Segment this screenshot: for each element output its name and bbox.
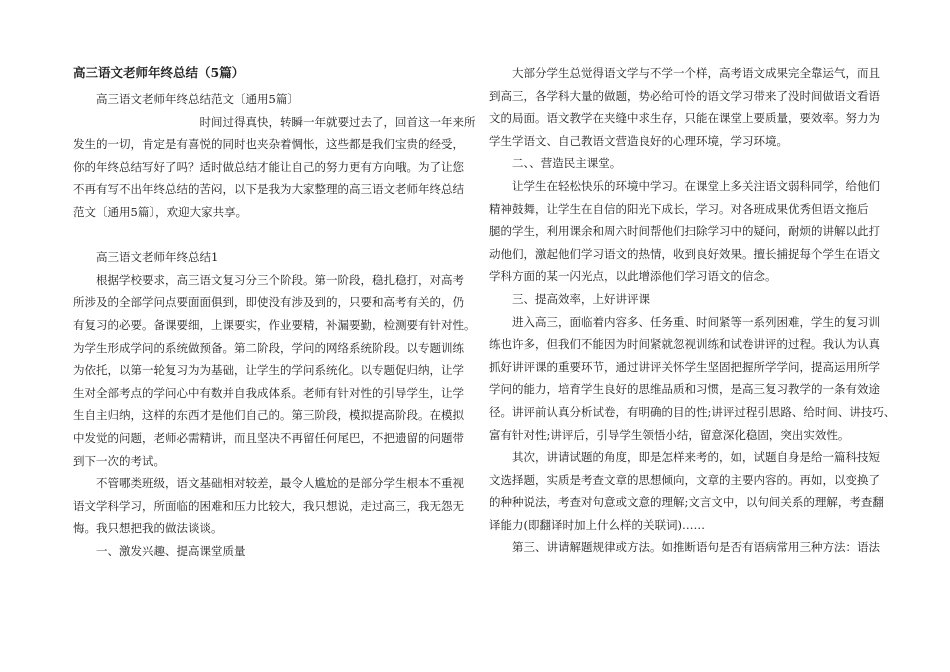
text-line: 时间过得真快，转瞬一年就要过去了，回首这一年来所 bbox=[73, 114, 476, 129]
text-line: 文选择题，实质是考查文章的思想倾向，文章的主要内容的。再如，以变换了 bbox=[489, 472, 880, 487]
document-title: 高三语文老师年终总结（5篇） bbox=[73, 65, 245, 80]
text-line: 所涉及的全部学问点要面面俱到，即使没有涉及到的，只要和高考有关的，仍 bbox=[73, 295, 464, 310]
left-column-body bbox=[73, 88, 476, 562]
text-line: 腿的学生，利用课余和周六时间帮他们扫除学习中的疑问，耐烦的讲解以此打 bbox=[489, 224, 880, 239]
text-line: 译能力(即翻译时加上什么样的关联词)…… bbox=[489, 517, 705, 532]
text-line: 发生的一切，肯定是有喜悦的同时也夹杂着惆怅，这些都是我们宝贵的经受， bbox=[73, 137, 464, 152]
text-line: 三、提高效率，上好讲评课 bbox=[489, 291, 650, 306]
text-line: 高三语文老师年终总结1 bbox=[73, 250, 219, 265]
blank-line bbox=[73, 224, 461, 247]
right-column bbox=[489, 62, 896, 559]
text-line: 学科方面的某一闪光点，以此增添他们学习语文的信念。 bbox=[489, 269, 777, 284]
text-line: 练也许多，但我们不能因为时间紧就忽视训练和试卷讲评的过程。我认为认真 bbox=[489, 337, 880, 352]
text-line: 让学生在轻松快乐的环境中学习。在课堂上多关注语文弱科同学，给他们 bbox=[489, 178, 880, 193]
text-line: 动他们，激起他们学习语文的热情，收到良好效果。擅长捕捉每个学生在语文 bbox=[489, 246, 880, 261]
text-line: 生对全部考点的学问心中有数并自我成体系。老师有针对性的引导学生，让学 bbox=[73, 385, 464, 400]
text-line: 大部分学生总觉得语文学与不学一个样，高考语文成果完全靠运气，而且 bbox=[489, 66, 880, 80]
text-line: 学问的能力，培育学生良好的思维品质和习惯，是高三复习教学的一条有效途 bbox=[489, 382, 880, 397]
text-line: 为学生形成学问的系统做预备。第二阶段，学问的网络系统阶段。以专题训练 bbox=[73, 340, 464, 355]
text-line: 生自主归纳，这样的东西才是他们自己的。第三阶段，模拟提高阶段。在模拟 bbox=[73, 408, 464, 423]
text-line: 根据学校要求，高三语文复习分三个阶段。第一阶段，稳扎稳打，对高考 bbox=[73, 272, 464, 287]
text-line: 到高三，各学科大量的做题，势必给可怜的语文学习带来了没时间做语文看语 bbox=[489, 88, 880, 103]
text-line: 径。讲评前认真分析试卷，有明确的目的性;讲评过程引思路、给时间、讲技巧、 bbox=[489, 404, 896, 419]
text-line: 一、激发兴趣、提高课堂质量 bbox=[73, 543, 246, 558]
text-line: 第三、讲请解题规律或方法。如推断语句是否有语病常用三种方法：语法 bbox=[489, 540, 880, 555]
text-line: 抓好讲评课的重要环节，通过讲评关怀学生坚固把握所学学问，提高运用所学 bbox=[489, 359, 880, 374]
text-line: 悔。我只想把我的做法谈谈。 bbox=[73, 521, 223, 536]
text-line: 语文学科学习，所面临的困难和压力比较大，我只想说，走过高三，我无怨无 bbox=[73, 498, 464, 513]
text-line: 不再有写不出年终总结的苦闷，以下是我为大家整理的高三语文老师年终总结 bbox=[73, 182, 464, 197]
text-line: 其次，讲请试题的角度，即是怎样来考的，如，试题自身是给一篇科技短 bbox=[489, 450, 880, 465]
text-line: 文的局面。语文教学在夹缝中求生存，只能在课堂上要质量，要效率。努力为 bbox=[489, 111, 880, 126]
text-line: 为依托，以第一轮复习为为基础，让学生的学问系统化。以专题促归纳，让学 bbox=[73, 363, 464, 378]
text-line: 进入高三，面临着内容多、任务重、时间紧等一系列困难，学生的复习训 bbox=[489, 314, 880, 329]
text-line: 范文〔通用5篇〕，欢迎大家共享。 bbox=[73, 204, 248, 219]
right-column-body bbox=[489, 62, 896, 559]
text-line: 富有针对性;讲评后，引导学生领悟小结，留意深化稳固，突出实效性。 bbox=[489, 427, 850, 442]
text-line: 中发觉的问题，老师必需精讲，而且坚决不再留任何尾巴，不把遗留的问题带 bbox=[73, 430, 464, 445]
text-line: 精神鼓舞，让学生在自信的阳光下成长，学习。对各班成果优秀但语文拖后 bbox=[489, 201, 869, 216]
text-line: 你的年终总结写好了吗？适时做总结才能让自己的努力更有方向哦。为了让您 bbox=[73, 159, 464, 174]
text-line: 到下一次的考试。 bbox=[73, 453, 165, 468]
text-line: 有复习的必要。备课要细，上课要实，作业要精，补漏要勤，检测要有针对性。 bbox=[73, 317, 476, 332]
text-line: 二、、营造民主课堂。 bbox=[489, 156, 622, 171]
text-line: 学生学语文、自己教语文营造良好的心理环境，学习环境。 bbox=[489, 133, 788, 148]
text-line: 不管哪类班级，语文基础相对较差，最令人尴尬的是部分学生根本不重视 bbox=[73, 476, 464, 491]
text-line: 高三语文老师年终总结范文〔通用5篇〕 bbox=[73, 92, 299, 106]
left-column bbox=[73, 62, 476, 562]
text-line: 的种种说法，考查对句意或文意的理解;文言文中，以句间关系的理解，考查翻 bbox=[489, 495, 884, 510]
